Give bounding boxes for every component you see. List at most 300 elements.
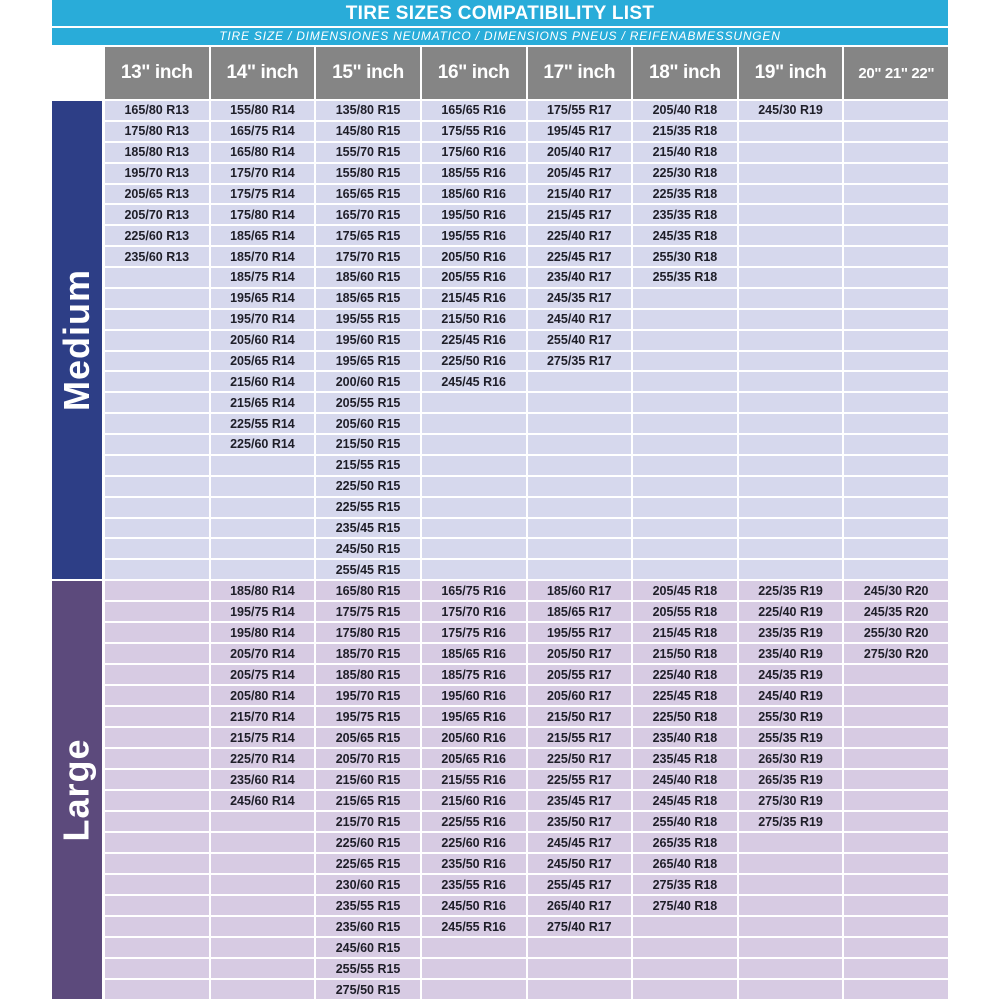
tire-size-cell [211,560,315,579]
tire-size-cell [528,372,632,391]
tire-size-cell: 205/45 R17 [528,164,632,183]
tire-size-cell: 215/65 R15 [316,791,420,810]
tire-size-cell [844,477,948,496]
tire-size-cell [633,560,737,579]
tire-size-cell: 215/55 R16 [422,770,526,789]
tire-size-cell: 245/35 R20 [844,602,948,621]
tire-size-cell [105,498,209,517]
tire-size-cell [739,435,843,454]
tire-size-cell [105,581,209,600]
table-row [105,456,948,475]
tire-size-cell [844,896,948,915]
tire-size-cell: 185/65 R15 [316,289,420,308]
tire-size-cell [633,539,737,558]
tire-size-cell [844,938,948,957]
tire-size-cell [633,959,737,978]
tire-size-cell: 225/65 R15 [316,854,420,873]
tire-size-cell: 205/65 R14 [211,352,315,371]
tire-size-cell [211,477,315,496]
table-row [105,959,948,978]
tire-size-cell [844,393,948,412]
tire-size-cell: 185/80 R14 [211,581,315,600]
tire-size-cell [739,352,843,371]
table-row [105,749,948,768]
column-header: 14'' inch [211,47,315,99]
tire-size-cell [739,372,843,391]
tire-size-cell [211,498,315,517]
tire-size-cell: 265/35 R19 [739,770,843,789]
tire-size-cell [105,749,209,768]
tire-size-cell: 205/55 R15 [316,393,420,412]
tire-size-cell [422,477,526,496]
tire-size-cell: 195/65 R15 [316,352,420,371]
table-row [105,875,948,894]
tire-size-cell: 205/80 R14 [211,686,315,705]
table-row [105,185,948,204]
tire-size-cell: 215/50 R18 [633,644,737,663]
tire-size-cell [739,938,843,957]
tire-size-cell: 235/55 R16 [422,875,526,894]
tire-size-cell: 205/60 R16 [422,728,526,747]
tire-size-cell [422,435,526,454]
tire-size-cell: 265/40 R18 [633,854,737,873]
tire-size-cell [105,791,209,810]
column-header: 18'' inch [633,47,737,99]
tire-size-cell: 205/60 R14 [211,331,315,350]
table-row [105,414,948,433]
tire-size-cell: 195/65 R14 [211,289,315,308]
tire-size-cell: 215/50 R15 [316,435,420,454]
tire-size-cell [633,372,737,391]
tire-size-cell: 155/70 R15 [316,143,420,162]
tire-size-cell [528,477,632,496]
tire-size-cell [105,959,209,978]
tire-size-cell: 245/50 R15 [316,539,420,558]
tire-size-cell: 235/55 R15 [316,896,420,915]
tire-size-cell [105,896,209,915]
tire-size-cell [105,623,209,642]
tire-size-cell: 245/30 R19 [739,101,843,120]
tire-size-cell: 165/70 R15 [316,205,420,224]
tire-size-cell [844,707,948,726]
tire-size-cell [105,289,209,308]
table-row [105,581,948,600]
tire-size-cell [739,456,843,475]
tire-size-cell: 255/45 R15 [316,560,420,579]
tire-size-cell: 235/35 R19 [739,623,843,642]
tire-size-cell [739,414,843,433]
tire-size-cell [211,539,315,558]
tire-size-cell: 175/70 R14 [211,164,315,183]
tire-size-cell [844,728,948,747]
table-row [105,896,948,915]
tire-size-cell: 175/75 R16 [422,623,526,642]
tire-size-cell: 245/50 R17 [528,854,632,873]
tire-size-cell [105,854,209,873]
tire-size-cell: 245/45 R17 [528,833,632,852]
table-row [105,143,948,162]
tire-size-cell [844,456,948,475]
tire-size-cell [844,372,948,391]
tire-size-cell [528,498,632,517]
tire-size-cell: 275/30 R20 [844,644,948,663]
tire-size-cell: 235/40 R18 [633,728,737,747]
tire-size-cell [739,917,843,936]
tire-size-cell [211,959,315,978]
tire-size-cell: 145/80 R15 [316,122,420,141]
tire-size-cell [105,665,209,684]
tire-size-cell [528,938,632,957]
tire-size-cell: 245/35 R18 [633,226,737,245]
section-label-large [52,581,102,999]
table-row [105,519,948,538]
tire-size-cell [422,456,526,475]
tire-size-cell [105,875,209,894]
page-subtitle: TIRE SIZE / DIMENSIONES NEUMATICO / DIMENSIONS PNEUS / REIFENABMESSUNGEN [52,28,948,45]
tire-size-cell: 235/50 R16 [422,854,526,873]
tire-size-cell [633,310,737,329]
table-row [105,665,948,684]
tire-size-cell [633,435,737,454]
tire-size-cell: 215/70 R14 [211,707,315,726]
tire-size-cell [633,352,737,371]
tire-size-cell [633,938,737,957]
table-row [105,686,948,705]
tire-size-cell: 215/55 R17 [528,728,632,747]
tire-size-cell: 195/70 R15 [316,686,420,705]
tire-size-cell: 245/45 R18 [633,791,737,810]
large-section [52,581,948,999]
table-row [105,623,948,642]
tire-size-cell: 225/35 R19 [739,581,843,600]
large-size-grid [105,581,948,999]
tire-size-cell: 195/60 R16 [422,686,526,705]
tire-size-cell: 205/55 R18 [633,602,737,621]
table-row [105,164,948,183]
tire-size-cell: 245/55 R16 [422,917,526,936]
tire-size-cell [633,477,737,496]
tire-size-cell: 235/45 R17 [528,791,632,810]
tire-size-cell [422,959,526,978]
tire-size-cell [633,917,737,936]
tire-size-cell: 205/50 R17 [528,644,632,663]
tire-size-cell [211,456,315,475]
tire-size-cell [739,980,843,999]
table-row [105,560,948,579]
tire-size-cell [105,917,209,936]
tire-size-cell [633,393,737,412]
tire-size-cell [633,289,737,308]
tire-size-cell: 175/80 R13 [105,122,209,141]
tire-size-cell: 185/75 R16 [422,665,526,684]
tire-size-cell [739,539,843,558]
tire-size-cell: 175/55 R17 [528,101,632,120]
tire-size-cell: 245/35 R19 [739,665,843,684]
tire-size-cell [528,560,632,579]
table-row [105,539,948,558]
tire-size-cell [844,833,948,852]
tire-size-cell [844,226,948,245]
column-header: 13'' inch [105,47,209,99]
tire-size-cell [422,539,526,558]
tire-size-cell [844,770,948,789]
tire-size-cell [739,226,843,245]
tire-size-cell [844,247,948,266]
tire-size-cell [633,519,737,538]
tire-size-cell: 225/40 R17 [528,226,632,245]
page-title: TIRE SIZES COMPATIBILITY LIST [52,0,948,26]
tire-size-cell: 235/35 R18 [633,205,737,224]
table-row [105,393,948,412]
tire-size-cell: 205/75 R14 [211,665,315,684]
tire-size-cell [739,854,843,873]
tire-size-cell: 245/40 R19 [739,686,843,705]
tire-size-cell [528,539,632,558]
tire-size-cell [105,456,209,475]
tire-size-cell: 135/80 R15 [316,101,420,120]
tire-size-cell [739,205,843,224]
column-header: 20'' 21'' 22'' [844,47,948,99]
tire-size-cell [844,812,948,831]
table-row [105,812,948,831]
tire-size-cell: 255/45 R17 [528,875,632,894]
tire-size-cell [739,875,843,894]
tire-size-cell [844,435,948,454]
tire-size-cell: 215/40 R18 [633,143,737,162]
tire-size-cell [105,331,209,350]
tire-size-cell [633,498,737,517]
tire-size-cell: 185/80 R15 [316,665,420,684]
tire-size-cell: 275/35 R18 [633,875,737,894]
tire-size-cell [422,414,526,433]
tire-size-cell [844,854,948,873]
tire-size-cell [105,519,209,538]
tire-size-cell: 205/60 R17 [528,686,632,705]
tire-size-cell [844,101,948,120]
tire-size-cell [844,289,948,308]
tire-size-cell [105,560,209,579]
tire-size-cell [528,435,632,454]
table-row [105,247,948,266]
tire-size-cell: 165/80 R13 [105,101,209,120]
tire-size-cell: 275/35 R17 [528,352,632,371]
tire-size-cell: 175/65 R15 [316,226,420,245]
column-header: 17'' inch [528,47,632,99]
tire-size-cell [844,980,948,999]
medium-section [52,101,948,579]
tire-size-cell [739,498,843,517]
tire-size-cell [528,959,632,978]
table-row [105,331,948,350]
tire-size-cell [422,498,526,517]
tire-size-cell [105,268,209,287]
tire-size-cell: 215/70 R15 [316,812,420,831]
tire-size-cell: 225/70 R14 [211,749,315,768]
tire-size-cell: 185/65 R16 [422,644,526,663]
tire-size-cell: 255/30 R19 [739,707,843,726]
tire-size-cell [739,959,843,978]
tire-size-cell: 245/45 R16 [422,372,526,391]
tire-size-cell [105,833,209,852]
tire-size-cell [105,770,209,789]
tire-size-cell: 195/50 R16 [422,205,526,224]
tire-size-cell: 225/60 R13 [105,226,209,245]
tire-size-cell [211,938,315,957]
tire-size-cell: 215/50 R17 [528,707,632,726]
tire-size-cell [844,959,948,978]
tire-size-cell: 215/60 R16 [422,791,526,810]
tire-size-cell: 215/50 R16 [422,310,526,329]
tire-size-cell: 195/55 R15 [316,310,420,329]
table-row [105,833,948,852]
table-row [105,122,948,141]
tire-size-cell: 175/75 R15 [316,602,420,621]
tire-size-cell [739,310,843,329]
tire-size-cell [739,560,843,579]
tire-size-cell: 165/80 R14 [211,143,315,162]
tire-size-cell: 205/60 R15 [316,414,420,433]
tire-size-cell: 225/55 R16 [422,812,526,831]
tire-size-cell: 185/80 R13 [105,143,209,162]
table-row [105,101,948,120]
tire-size-cell: 245/40 R18 [633,770,737,789]
tire-size-cell [844,917,948,936]
tire-size-cell [739,331,843,350]
tire-size-cell: 225/60 R15 [316,833,420,852]
tire-size-cell [844,498,948,517]
medium-size-grid [105,101,948,579]
tire-size-cell [105,393,209,412]
tire-size-cell: 235/45 R18 [633,749,737,768]
tire-size-cell: 225/60 R14 [211,435,315,454]
tire-size-cell [844,791,948,810]
tire-size-cell [739,477,843,496]
tire-size-cell [105,310,209,329]
tire-size-cell: 165/75 R14 [211,122,315,141]
tire-size-cell [105,435,209,454]
tire-size-cell: 215/75 R14 [211,728,315,747]
tire-size-cell [105,644,209,663]
tire-size-cell: 175/75 R14 [211,185,315,204]
column-header: 15'' inch [316,47,420,99]
tire-size-cell [422,980,526,999]
tire-size-cell: 235/50 R17 [528,812,632,831]
tire-size-cell: 225/30 R18 [633,164,737,183]
tire-size-cell [105,686,209,705]
table-row [105,498,948,517]
tire-size-cell [844,875,948,894]
section-label-text: Large [56,738,98,842]
tire-size-cell: 205/70 R14 [211,644,315,663]
tire-size-cell [211,519,315,538]
tire-size-cell [739,268,843,287]
tire-size-cell [211,854,315,873]
tire-size-cell: 265/30 R19 [739,749,843,768]
tire-size-cell: 195/55 R17 [528,623,632,642]
tire-size-cell: 235/60 R14 [211,770,315,789]
tire-size-cell: 255/35 R18 [633,268,737,287]
table-row [105,644,948,663]
tire-size-cell [633,331,737,350]
section-label-text: Medium [56,268,98,412]
tire-size-cell [105,707,209,726]
tire-size-cell [211,875,315,894]
tire-size-cell [739,393,843,412]
tire-size-cell [105,980,209,999]
tire-size-cell: 235/60 R13 [105,247,209,266]
tire-size-cell: 235/45 R15 [316,519,420,538]
table-row [105,980,948,999]
tire-size-cell: 255/30 R18 [633,247,737,266]
tire-size-cell: 205/65 R15 [316,728,420,747]
tire-size-cell: 225/50 R16 [422,352,526,371]
tire-size-cell: 225/45 R17 [528,247,632,266]
tire-size-cell [739,164,843,183]
tire-size-cell: 225/35 R18 [633,185,737,204]
tire-size-cell: 245/30 R20 [844,581,948,600]
column-header: 19'' inch [739,47,843,99]
tire-size-cell: 230/60 R15 [316,875,420,894]
tire-size-cell: 205/70 R15 [316,749,420,768]
tire-size-cell: 245/50 R16 [422,896,526,915]
tire-size-cell: 195/75 R15 [316,707,420,726]
tire-size-cell [739,143,843,162]
tire-size-cell [528,980,632,999]
tire-size-cell: 205/70 R13 [105,205,209,224]
tire-size-cell: 225/50 R15 [316,477,420,496]
tire-size-cell: 215/55 R15 [316,456,420,475]
tire-size-cell [528,393,632,412]
tire-size-cell [211,812,315,831]
tire-size-cell: 195/80 R14 [211,623,315,642]
tire-size-cell: 155/80 R14 [211,101,315,120]
table-row [105,602,948,621]
tire-size-cell: 185/60 R17 [528,581,632,600]
tire-size-cell: 185/65 R14 [211,226,315,245]
tire-size-cell [739,185,843,204]
tire-size-cell [211,980,315,999]
tire-size-cell [211,833,315,852]
section-label-medium [52,101,102,579]
tire-size-cell [739,122,843,141]
tire-size-cell: 215/45 R16 [422,289,526,308]
tire-size-cell: 225/60 R16 [422,833,526,852]
tire-size-cell: 245/35 R17 [528,289,632,308]
tire-size-cell [844,560,948,579]
tire-size-cell: 205/55 R16 [422,268,526,287]
tire-size-cell: 165/65 R15 [316,185,420,204]
tire-size-cell: 195/75 R14 [211,602,315,621]
tire-size-cell: 275/40 R17 [528,917,632,936]
tire-size-cell: 185/60 R16 [422,185,526,204]
tire-size-cell [739,247,843,266]
tire-size-cell [528,414,632,433]
tire-size-cell: 225/55 R17 [528,770,632,789]
tire-size-cell: 225/40 R18 [633,665,737,684]
tire-size-cell: 195/55 R16 [422,226,526,245]
tire-size-cell: 205/65 R13 [105,185,209,204]
tire-size-cell: 175/70 R15 [316,247,420,266]
tire-size-cell: 165/75 R16 [422,581,526,600]
tire-size-cell: 185/75 R14 [211,268,315,287]
tire-size-cell: 235/60 R15 [316,917,420,936]
tire-size-cell: 175/60 R16 [422,143,526,162]
tire-size-cell: 185/70 R15 [316,644,420,663]
tire-size-cell: 175/80 R14 [211,205,315,224]
tire-size-cell [844,164,948,183]
tire-size-cell [633,980,737,999]
tire-size-cell: 215/65 R14 [211,393,315,412]
